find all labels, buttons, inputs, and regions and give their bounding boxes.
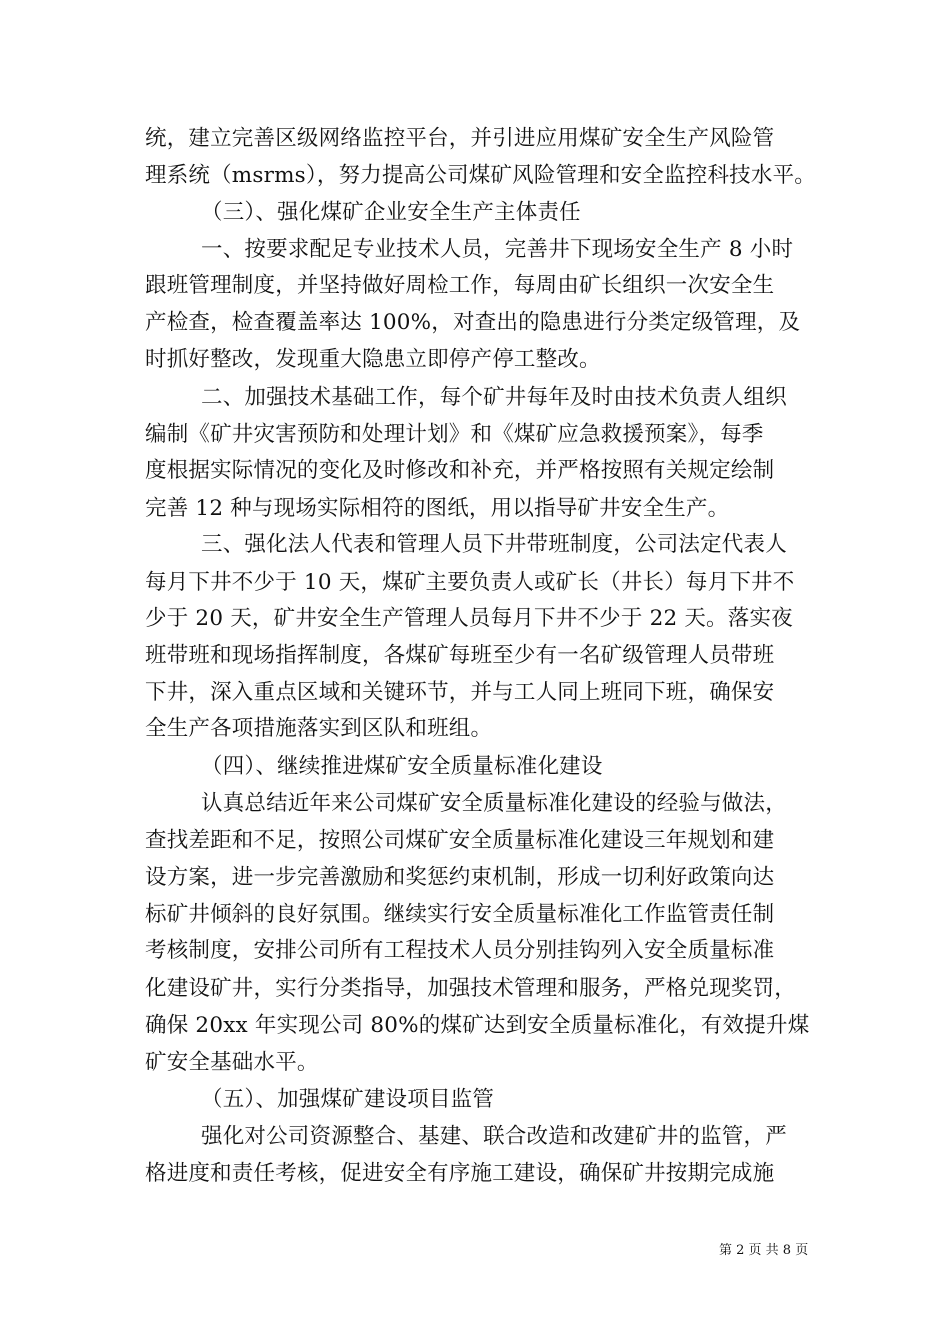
page-number-footer: 第 2 页 共 8 页	[719, 1243, 809, 1258]
body-text-line: 班带班和现场指挥制度，各煤矿每班至少有一名矿级管理人员带班	[145, 643, 775, 668]
body-text-line: 确保 20xx 年实现公司 80%的煤矿达到安全质量标准化，有效提升煤	[145, 1013, 810, 1038]
body-text-line: 下井，深入重点区域和关键环节，并与工人同上班同下班，确保安	[145, 680, 775, 705]
section-heading: （五）、加强煤矿建设项目监管	[201, 1087, 495, 1112]
body-text-line: 全生产各项措施落实到区队和班组。	[145, 716, 493, 741]
body-text-line: 编制《矿井灾害预防和处理计划》和《煤矿应急救援预案》，每季	[145, 422, 764, 447]
body-text-line: 每月下井不少于 10 天，煤矿主要负责人或矿长（井长）每月下井不	[145, 570, 795, 595]
body-text-line: 标矿井倾斜的良好氛围。继续实行安全质量标准化工作监管责任制	[145, 902, 775, 927]
body-text-line: 二、加强技术基础工作，每个矿井每年及时由技术负责人组织	[201, 385, 787, 410]
section-heading: （四）、继续推进煤矿安全质量标准化建设	[201, 754, 603, 779]
body-text-line: 化建设矿井，实行分类指导，加强技术管理和服务，严格兑现奖罚，	[145, 976, 797, 1001]
body-text-line: 设方案，进一步完善激励和奖惩约束机制，形成一切利好政策向达	[145, 865, 775, 890]
body-text-line: 跟班管理制度，并坚持做好周检工作，每周由矿长组织一次安全生	[145, 273, 775, 298]
body-text-line: 统，建立完善区级网络监控平台，并引进应用煤矿安全生产风险管	[145, 126, 775, 151]
body-text-line: 认真总结近年来公司煤矿安全质量标准化建设的经验与做法，	[201, 791, 787, 816]
body-text-line: 矿安全基础水平。	[145, 1050, 319, 1075]
body-text-line: 少于 20 天，矿井安全生产管理人员每月下井不少于 22 天。落实夜	[145, 606, 793, 631]
body-text-line: 考核制度，安排公司所有工程技术人员分别挂钩列入安全质量标准	[145, 938, 775, 963]
body-text-line: 三、强化法人代表和管理人员下井带班制度，公司法定代表人	[201, 532, 787, 557]
body-text-line: 格进度和责任考核，促进安全有序施工建设，确保矿井按期完成施	[145, 1161, 775, 1186]
body-text-line: 查找差距和不足，按照公司煤矿安全质量标准化建设三年规划和建	[145, 828, 775, 853]
body-text-line: 理系统（msrms），努力提高公司煤矿风险管理和安全监控科技水平。	[145, 163, 816, 188]
body-text-line: 一、按要求配足专业技术人员，完善井下现场安全生产 8 小时	[201, 237, 794, 262]
body-text-line: 完善 12 种与现场实际相符的图纸，用以指导矿井安全生产。	[145, 496, 730, 521]
body-text-line: 产检查，检查覆盖率达 100%，对查出的隐患进行分类定级管理，及	[145, 310, 801, 335]
body-text-line: 度根据实际情况的变化及时修改和补充，并严格按照有关规定绘制	[145, 458, 775, 483]
body-text-line: 时抓好整改，发现重大隐患立即停产停工整改。	[145, 347, 601, 372]
section-heading: （三）、强化煤矿企业安全生产主体责任	[201, 200, 581, 225]
body-text-line: 强化对公司资源整合、基建、联合改造和改建矿井的监管，严	[201, 1124, 787, 1149]
